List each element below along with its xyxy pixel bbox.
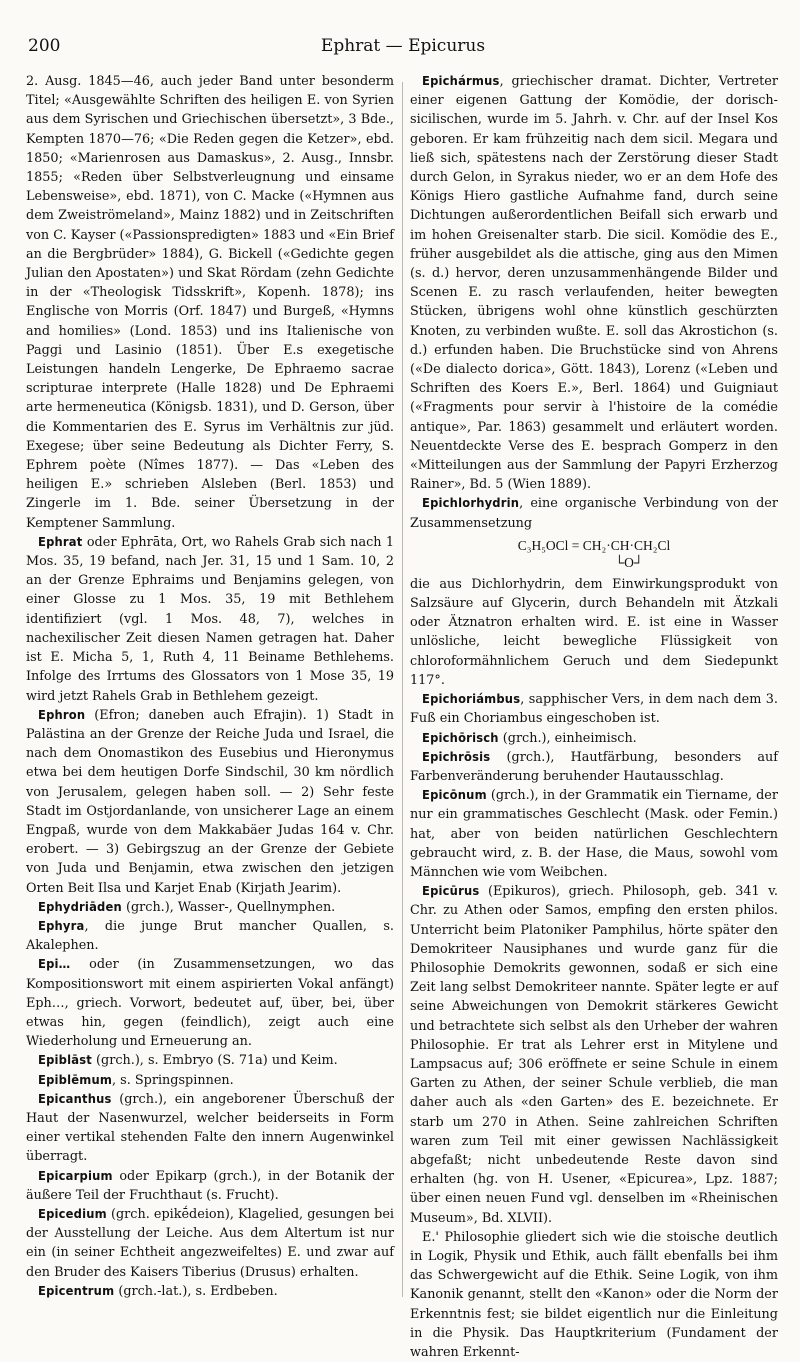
page-number: 200	[28, 36, 61, 56]
entry-epichoriambus: Epichoriámbus, sapphischer Vers, in dem nach dem 3. Fuß ein Choriambus eingeschoben ist.	[410, 692, 778, 727]
entry-ephyra: Ephyra, die junge Brut mancher Quallen, s. Akalephen.	[26, 918, 394, 954]
left-column	[26, 72, 394, 1301]
headword: Epichlorhydrin	[422, 496, 520, 512]
entry-epicedium: Epicedium (grch. epikḗdeion), Klagelied, gesungen bei der Ausstellung der Leiche. Aus dem Altertum ist nur ein (in seiner Echtheit angezweifeltes) E. und zwar auf den Bruder des Kaisers Tiberius (Drusus) erhalten.	[26, 1206, 394, 1280]
entry-epicurus-philosophy: E.' Philosophie gliedert sich wie die stoische deutlich in Logik, Physik und Ethik, auch fällt ebenfalls bei ihm das Schwergewicht auf die Ethik. Seine Logik, von ihm Kanonik genannt, stellt den «Kanon» oder die Norm der Erkenntnis fest; sie bildet eigentlich nur die Einleitung in die Physik. Das Hauptkriterium (Fundament der wahren Erkennt-	[410, 1229, 778, 1360]
headword: Ephydriāden	[38, 899, 122, 915]
headword: Epiblāst	[38, 1053, 92, 1069]
entry-epichlorhydrin: Epichlorhydrin, eine organische Verbindung von der Zusammensetzung	[410, 496, 778, 531]
headword: Ephrat	[38, 534, 83, 550]
entry-epicurus: Epicūrus (Epikuros), griech. Philosoph, geb. 341 v. Chr. zu Athen oder Samos, empfing den ersten philos. Unterricht beim Platoniker Pamphilus, hörte später den Demokriteer Nausiphanes und wurde ganz für die Philosophie Demokrits gewonnen, sodaß er sich eine Zeit lang selbst Demokriteer nannte. Später legte er auf seine Abweichungen von Demokrit stärkeres Gewicht und betrachtete sich selbst als den Urheber der wahren Philosophie. Er trat als Lehrer erst in Mitylene und Lampsacus auf; 306 eröffnete er seine Schule in einem Garten zu Athen, der seiner Schule verblieb, die man daher auch als «den Garten» des E. bezeichnete. Er starb um 270 in Athen. Seine zahlreichen Schriften waren zum Teil mit einer gewissen Nachlässigkeit abgefaßt; nicht unbedeutende Reste davon sind erhalten (hg. von H. Usener, «Epicurea», Lpz. 1887; über einen neuen Fund vgl. denselben im «Rheinischen Museum», Bd. XLVII).	[410, 884, 778, 1226]
headword: Ephyra	[38, 918, 85, 934]
page-header	[28, 36, 778, 66]
entry-ephrat: Ephrat oder Ephrāta, Ort, wo Rahels Grab sich nach 1 Mos. 35, 19 befand, nach Jer. 31, 15 und 1 Sam. 10, 2 an der Grenze Ephraims und Benjamins gelegen, von einer Glosse zu 1 Mos. 35, 19 mit Bethlehem identifiziert (vgl. 1 Mos. 48, 7), welches in nachexilischer Zeit diesen Namen getragen hat. Daher ist E. Micha 5, 1, Ruth 4, 11 Beiname Bethlehems. Infolge des Irrtums des Glossators von 1 Mose 35, 19 wird jetzt Rahels Grab in Bethlehem gezeigt.	[26, 534, 394, 704]
formula-line-1: C₃H₅OCl = CH₂·CH·CH₂Cl	[517, 537, 671, 553]
entry-epichlorhydrin-continued: die aus Dichlorhydrin, dem Einwirkungsprodukt von Salzsäure auf Glycerin, durch Behandeln mit Ätzkali oder Ätznatron erhalten wird. E. ist eine in Wasser unlösliche, leicht bewegliche Flüssigkeit von chloroformähnlichem Geruch und dem Siedepunkt 117°.	[410, 576, 778, 688]
entry-epiblast: Epiblāst (grch.), s. Embryo (S. 71a) und Keim.	[38, 1053, 338, 1069]
entry-epicharmus: Epichármus, griechischer dramat. Dichter, Vertreter einer eigenen Gattung der Komödie, der dorisch-sicilischen, wurde im 5. Jahrh. v. Chr. auf der Insel Kos geboren. Er kam frühzeitig nach dem sicil. Megara und ließ sich, spätestens nach der Zerstörung dieser Stadt durch Gelon, in Syrakus nieder, wo er an dem Hofe des Königs Hiero gastliche Aufnahme fand, durch seine Dichtungen außerordentlichen Beifall sich erwarb und im hohen Greisenalter starb. Die sicil. Komödie des E., früher ausgebildet als die attische, ging aus den Mimen (s. d.) hervor, deren unzusammenhängende Bilder und Scenen E. zu rasch verlaufenden, heiter bewegten Stücken, übrigens wohl ohne künstlich geschürzten Knoten, zu verbinden wußte. E. soll das Akrostichon (s. d.) erfunden haben. Die Bruchstücke sind von Ahrens («De dialecto dorica», Gött. 1843), Lorenz («Leben und Schriften des Koers E.», Berl. 1864) und Guigniaut («Fragments pour servir à l'histoire de la comédie antique», Par. 1863) gesammelt und erläutert worden. Neuentdeckte Verse des E. besprach Gomperz in den «Mitteilungen aus der Sammlung der Papyri Erzherzog Rainer», Bd. 5 (Wien 1889).	[410, 74, 778, 493]
headword: Epichármus	[422, 74, 500, 89]
entry-epicanthus: Epicanthus (grch.), ein angeborener Überschuß der Haut der Nasenwurzel, welcher beiderseits in Form einer vertikal stehenden Falte den innern Augenwinkel überragt.	[26, 1091, 394, 1165]
headword: Epicarpium	[38, 1168, 113, 1184]
headword: Epicanthus	[38, 1091, 112, 1107]
chemical-formula	[410, 537, 778, 571]
right-column	[410, 72, 778, 1362]
running-title: Ephrat — Epicurus	[320, 36, 486, 56]
headword: Epicūrus	[422, 884, 480, 900]
headword: Epichōrisch	[422, 730, 499, 746]
headword: Epi…	[38, 957, 71, 973]
headword: Epicedium	[38, 1206, 107, 1222]
entry-epi: Epi… oder (in Zusammensetzungen, wo das Kompositionswort mit einem aspirierten Vokal anfängt) Eph…, griech. Vorwort, bedeutet auf, über, bei, über etwas hin, gegen (feindlich), zeigt auch eine Wiederholung und Erneuerung an.	[26, 957, 394, 1050]
entry-epichrosis: Epichrōsis (grch.), Hautfärbung, besonders auf Farbenveränderung beruhender Hautausschlag.	[410, 749, 778, 784]
headword: Epichrōsis	[422, 749, 491, 765]
headword: Ephron	[38, 707, 86, 723]
formula-line-2: └O┘	[614, 554, 644, 570]
entry-ephydriaden: Ephydriāden (grch.), Wasser-, Quellnymphen.	[38, 899, 336, 915]
entry-epicentrum: Epicentrum (grch.-lat.), s. Erdbeben.	[38, 1283, 278, 1299]
entry-epichorisch: Epichōrisch (grch.), einheimisch.	[422, 730, 637, 746]
entry-continuation: 2. Ausg. 1845—46, auch jeder Band unter besonderm Titel; «Ausgewählte Schriften des heiligen E. von Syrien aus dem Syrischen und Griechischen übersetzt», 3 Bde., Kempten 1870—76; «Die Reden gegen die Ketzer», ebd. 1850; «Marienrosen aus Damaskus», 2. Ausg., Innsbr. 1855; «Reden über Selbstverleugnung und einsame Lebensweise», ebd. 1871), von C. Macke («Hymnen aus dem Zweiströmeland», Mainz 1882) und in Zeitschriften von C. Kayser («Passionspredigten» 1883 und «Ein Brief an die Bergbrüder» 1884), G. Bickell («Gedichte gegen Julian den Apostaten») und Skat Rördam (zehn Gedichte in der «Theologisk Tidsskrift», Kopenh. 1878); ins Englische von Morris (Orf. 1847) und Burgeß, «Hymns and homilies» (Lond. 1853) und ins Italienische von Paggi und Lasinio (1851). Über E.s exegetische Leistungen handeln Lengerke, De Ephraemo sacrae scripturae interprete (Halle 1828) und De Ephraemi arte hermeneutica (Königsb. 1831), und D. Gerson, über die Kommentarien des E. Syrus im Verhältnis zur jüd. Exegese; über seine Bedeutung als Dichter Ferry, S. Ephrem poète (Nîmes 1877). — Das «Leben des heiligen E.» schrieben Alsleben (Berl. 1853) und Zingerle im 1. Bde. seiner Übersetzung in der Kemptener Sammlung.	[26, 74, 394, 531]
headword: Epichoriámbus	[422, 692, 521, 708]
entry-ephron: Ephron (Efron; daneben auch Efrajin). 1) Stadt in Palästina an der Grenze der Reiche Juda und Israel, die nach dem Onomastikon des Eusebius und Hieronymus etwa bei dem heutigen Dorfe Sindschil, 30 km nördlich von Jerusalem, gelegen haben soll. — 2) Sehr feste Stadt im Ostjordanlande, von unsicherer Lage an einem Engpaß, wurde von dem Makkabäer Judas 164 v. Chr. erobert. — 3) Gebirgszug an der Grenze der Gebiete von Juda und Benjamin, etwa zwischen den jetzigen Orten Beit Ilsa und Karjet Enab (Kirjath Jearim).	[26, 707, 394, 896]
headword: Epicōnum	[422, 788, 487, 804]
entry-epiblemum: Epiblēmum, s. Springspinnen.	[38, 1072, 234, 1088]
entry-epiconum: Epicōnum (grch.), in der Grammatik ein Tiername, der nur ein grammatisches Geschlecht (Mask. oder Femin.) hat, aber von beiden natürlichen Geschlechtern gebraucht wird, z. B. der Hase, die Maus, sowohl vom Männchen wie vom Weibchen.	[410, 788, 778, 880]
headword: Epiblēmum	[38, 1072, 113, 1088]
entry-epicarpium: Epicarpium oder Epikarp (grch.), in der Botanik der äußere Teil der Fruchthaut (s. Frucht).	[26, 1168, 394, 1203]
headword: Epicentrum	[38, 1283, 115, 1299]
